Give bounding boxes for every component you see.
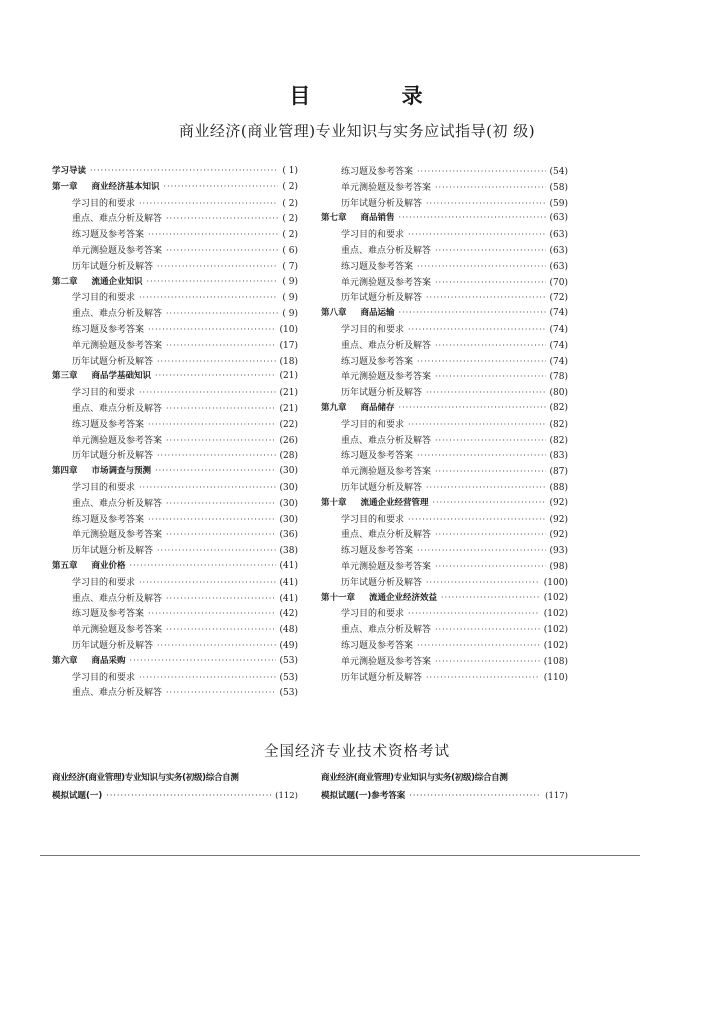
entry-title: 重点、难点分析及解答 — [72, 498, 163, 509]
dot-leader — [164, 182, 279, 191]
toc-chapter-entry[interactable] — [52, 654, 298, 670]
entry-title: 重点、难点分析及解答 — [341, 435, 432, 446]
toc-entry[interactable] — [52, 685, 298, 701]
toc-entry[interactable] — [321, 385, 568, 401]
entry-title: 学习目的和要求 — [72, 293, 136, 304]
entry-page: (22) — [279, 419, 298, 430]
toc-entry[interactable] — [52, 322, 298, 338]
dot-leader — [435, 341, 546, 350]
entry-title: 练习题及参考答案 — [341, 356, 414, 367]
toc-entry[interactable] — [52, 496, 298, 512]
toc-entry[interactable] — [52, 527, 298, 543]
toc-entry[interactable] — [321, 338, 568, 354]
entry-title: 历年试题分析及解答 — [72, 356, 154, 367]
toc-entry[interactable] — [321, 638, 568, 654]
toc-chapter-entry[interactable] — [52, 180, 298, 196]
entry-page: (98) — [549, 561, 568, 572]
dot-leader — [157, 262, 278, 271]
dot-leader — [166, 309, 278, 318]
entry-page: (63) — [549, 230, 568, 241]
entry-title: 学习目的和要求 — [341, 230, 405, 241]
entry-title: 单元测验题及参考答案 — [72, 435, 163, 446]
entry-title: 单元测验题及参考答案 — [341, 277, 432, 288]
chapter-label: 第十章 — [321, 497, 347, 508]
toc-chapter-entry[interactable] — [52, 275, 298, 291]
entry-title: 重点、难点分析及解答 — [341, 340, 432, 351]
entry-title: 学习目的和要求 — [72, 198, 136, 209]
dot-leader — [435, 436, 546, 445]
entry-page: (74) — [549, 340, 568, 351]
toc-entry[interactable] — [52, 670, 298, 686]
entry-page: ( 6) — [282, 245, 298, 256]
dot-leader — [435, 657, 540, 666]
dot-leader — [90, 166, 278, 175]
entry-page: (87) — [549, 467, 568, 478]
entry-title-line2: 模拟试题(一) — [52, 791, 103, 801]
toc-entry[interactable] — [321, 243, 568, 259]
toc-right-column — [321, 164, 568, 685]
entry-page: (53) — [279, 688, 298, 699]
entry-page: (70) — [549, 277, 568, 288]
entry-title: 单元测验题及参考答案 — [72, 340, 163, 351]
toc-entry[interactable] — [321, 290, 568, 306]
entry-page: (82) — [549, 419, 568, 430]
toc-entry[interactable] — [321, 180, 568, 196]
toc-entry[interactable] — [321, 417, 568, 433]
toc-entry[interactable] — [52, 164, 298, 180]
entry-page: (53) — [279, 655, 298, 666]
toc-entry[interactable] — [52, 401, 298, 417]
toc-entry[interactable] — [321, 480, 568, 496]
toc-entry[interactable] — [321, 322, 568, 338]
toc-entry[interactable] — [321, 448, 568, 464]
toc-entry[interactable] — [321, 527, 568, 543]
toc-chapter-entry[interactable] — [321, 211, 568, 227]
entry-page: (41) — [279, 593, 298, 604]
chapter-label: 第八章 — [321, 308, 347, 319]
entry-title: 商业经济基本知识 — [91, 181, 160, 192]
toc-entry[interactable] — [52, 448, 298, 464]
entry-page: (83) — [549, 451, 568, 462]
dot-leader — [417, 451, 546, 460]
toc-entry[interactable] — [321, 464, 568, 480]
entry-page: (63) — [549, 213, 568, 224]
dot-leader — [157, 451, 276, 460]
entry-page: (72) — [549, 293, 568, 304]
toc-entry[interactable] — [321, 606, 568, 622]
dot-leader — [426, 673, 540, 682]
dot-leader — [426, 388, 546, 397]
entry-title: 单元测验题及参考答案 — [72, 625, 163, 636]
toc-entry[interactable] — [52, 354, 298, 370]
entry-page: (102) — [543, 609, 568, 620]
entry-title: 重点、难点分析及解答 — [72, 593, 163, 604]
entry-page: (41) — [279, 577, 298, 588]
entry-title: 重点、难点分析及解答 — [72, 688, 163, 699]
entry-page: (18) — [279, 356, 298, 367]
entry-title: 重点、难点分析及解答 — [72, 309, 163, 320]
entry-page: (49) — [279, 640, 298, 651]
chapter-label: 第二章 — [52, 276, 78, 287]
entry-title: 重点、难点分析及解答 — [72, 403, 163, 414]
toc-entry[interactable] — [52, 512, 298, 528]
entry-page: (88) — [549, 482, 568, 493]
entry-title: 学习目的和要求 — [72, 482, 136, 493]
dot-leader — [147, 277, 279, 286]
entry-title: 流通企业经营管理 — [360, 497, 429, 508]
entry-page: (36) — [279, 530, 298, 541]
entry-title: 历年试题分析及解答 — [72, 261, 154, 272]
toc-entry[interactable] — [321, 670, 568, 686]
toc-entry[interactable] — [321, 575, 568, 591]
dot-leader — [435, 625, 540, 634]
toc-entry[interactable] — [52, 575, 298, 591]
entry-page: (54) — [549, 167, 568, 177]
entry-title: 单元测验题及参考答案 — [72, 530, 163, 541]
entry-title: 单元测验题及参考答案 — [341, 372, 432, 383]
toc-entry-mock-test-answers[interactable] — [321, 770, 568, 805]
entry-page: (93) — [549, 546, 568, 557]
entry-page: (74) — [549, 356, 568, 367]
toc-entry[interactable] — [52, 385, 298, 401]
page-title: 目 录 — [289, 84, 465, 108]
entry-page: (59) — [549, 198, 568, 209]
toc-entry[interactable] — [52, 606, 298, 622]
entry-title: 练习题及参考答案 — [341, 640, 414, 651]
toc-entry[interactable] — [321, 164, 568, 180]
dot-leader — [435, 246, 546, 255]
entry-page: (21) — [279, 388, 298, 399]
chapter-label: 第七章 — [321, 213, 347, 224]
toc-chapter-entry[interactable] — [321, 306, 568, 322]
toc-chapter-entry[interactable] — [321, 496, 568, 512]
toc-entry[interactable] — [321, 512, 568, 528]
entry-page: ( 2) — [282, 181, 298, 192]
entry-title: 商品运输 — [360, 308, 395, 319]
entry-page: (53) — [279, 672, 298, 683]
dot-leader — [148, 609, 276, 618]
dot-leader — [408, 609, 540, 618]
toc-entry[interactable] — [52, 196, 298, 212]
entry-title: 学习导读 — [52, 166, 87, 176]
entry-title: 学习目的和要求 — [341, 419, 405, 430]
dot-leader — [408, 420, 546, 429]
entry-title: 历年试题分析及解答 — [341, 388, 423, 399]
entry-title: 练习题及参考答案 — [341, 451, 414, 462]
toc-entry[interactable] — [321, 654, 568, 670]
entry-page: (41) — [279, 560, 298, 571]
dot-leader — [157, 546, 276, 555]
dot-leader — [155, 466, 275, 475]
entry-title: 历年试题分析及解答 — [72, 546, 154, 557]
entry-page: (42) — [279, 609, 298, 620]
entry-title: 历年试题分析及解答 — [341, 198, 423, 209]
entry-title: 单元测验题及参考答案 — [341, 467, 432, 478]
dot-leader — [435, 278, 546, 287]
toc-entry[interactable] — [52, 211, 298, 227]
chapter-label: 第十一章 — [321, 592, 356, 603]
toc-entry[interactable] — [321, 369, 568, 385]
entry-title: 历年试题分析及解答 — [341, 482, 423, 493]
entry-title: 商品学基础知识 — [91, 371, 152, 382]
chapter-label: 第六章 — [52, 655, 78, 666]
entry-page: (74) — [549, 324, 568, 335]
toc-entry[interactable] — [321, 543, 568, 559]
entry-page: (100) — [543, 577, 568, 588]
toc-entry[interactable] — [52, 338, 298, 354]
entry-title: 学习目的和要求 — [341, 514, 405, 525]
dot-leader — [166, 594, 276, 603]
entry-page: ( 9) — [282, 309, 298, 320]
entry-title: 重点、难点分析及解答 — [341, 625, 432, 636]
entry-page: (78) — [549, 372, 568, 383]
entry-title: 练习题及参考答案 — [72, 230, 145, 241]
chapter-label: 第四章 — [52, 466, 78, 477]
dot-leader — [155, 371, 275, 380]
toc-entry[interactable] — [52, 290, 298, 306]
dot-leader — [435, 530, 546, 539]
entry-page: ( 1) — [282, 166, 298, 176]
entry-page: (17) — [279, 340, 298, 351]
entry-title: 历年试题分析及解答 — [72, 640, 154, 651]
entry-page: ( 7) — [282, 261, 298, 272]
toc-entry[interactable] — [52, 638, 298, 654]
toc-entry[interactable] — [52, 306, 298, 322]
entry-title: 学习目的和要求 — [72, 672, 136, 683]
entry-page: (102) — [543, 592, 568, 603]
dot-leader — [139, 388, 276, 397]
entry-page: (58) — [549, 182, 568, 193]
entry-title: 单元测验题及参考答案 — [341, 182, 432, 193]
entry-title: 市场调查与预测 — [91, 466, 152, 477]
dot-leader — [166, 341, 276, 350]
toc-chapter-entry[interactable] — [321, 401, 568, 417]
dot-leader — [148, 325, 276, 334]
entry-title: 重点、难点分析及解答 — [341, 245, 432, 256]
entry-title-line1: 商业经济(商业管理)专业知识与实务(初级)综合自测 — [52, 773, 239, 783]
entry-title: 重点、难点分析及解答 — [341, 530, 432, 541]
toc-entry[interactable] — [321, 227, 568, 243]
dot-leader — [139, 483, 276, 492]
entry-page: (30) — [279, 498, 298, 509]
entry-page: (102) — [543, 625, 568, 636]
dot-leader — [166, 246, 278, 255]
entry-page: (102) — [543, 640, 568, 651]
entry-title: 商品销售 — [360, 213, 395, 224]
entry-title: 商品采购 — [91, 655, 126, 666]
toc-entry[interactable] — [52, 433, 298, 449]
dot-leader — [433, 498, 546, 507]
dot-leader — [435, 183, 546, 192]
dot-leader — [399, 308, 546, 317]
dot-leader — [148, 420, 276, 429]
entry-title: 单元测验题及参考答案 — [341, 656, 432, 667]
toc-chapter-entry[interactable] — [52, 464, 298, 480]
toc-chapter-entry[interactable] — [52, 559, 298, 575]
toc-chapter-entry[interactable] — [52, 369, 298, 385]
section-heading: 全国经济专业技术资格考试 — [264, 744, 450, 760]
dot-leader — [417, 546, 546, 555]
dot-leader — [166, 530, 276, 539]
dot-leader — [408, 230, 546, 239]
entry-page: (80) — [549, 388, 568, 399]
bottom-rule — [40, 855, 640, 856]
toc-entry[interactable] — [52, 259, 298, 275]
entry-title: 历年试题分析及解答 — [341, 293, 423, 304]
entry-title: 单元测验题及参考答案 — [72, 245, 163, 256]
dot-leader — [435, 372, 546, 381]
dot-leader — [409, 787, 541, 804]
toc-entry[interactable] — [52, 591, 298, 607]
dot-leader — [139, 293, 278, 302]
entry-title: 学习目的和要求 — [72, 577, 136, 588]
dot-leader — [139, 199, 278, 208]
entry-title: 历年试题分析及解答 — [72, 451, 154, 462]
dot-leader — [148, 515, 276, 524]
entry-page: (30) — [279, 482, 298, 493]
entry-title-line1: 商业经济(商业管理)专业知识与实务(初级)综合自测 — [321, 773, 508, 783]
toc-entry[interactable] — [321, 196, 568, 212]
entry-page: (30) — [279, 514, 298, 525]
dot-leader — [166, 436, 276, 445]
entry-page: (63) — [549, 245, 568, 256]
dot-leader — [435, 562, 546, 571]
entry-title: 练习题及参考答案 — [72, 609, 145, 620]
dot-leader — [408, 325, 546, 334]
dot-leader — [130, 561, 276, 570]
entry-page: (30) — [279, 466, 298, 477]
entry-page: (21) — [279, 371, 298, 382]
dot-leader — [166, 625, 276, 634]
entry-title: 学习目的和要求 — [72, 388, 136, 399]
dot-leader — [417, 167, 546, 176]
toc-entry[interactable] — [52, 417, 298, 433]
entry-title: 练习题及参考答案 — [72, 514, 145, 525]
entry-title: 商品储存 — [360, 402, 395, 413]
entry-page: (92) — [549, 514, 568, 525]
entry-page: (63) — [549, 261, 568, 272]
entry-title: 练习题及参考答案 — [72, 324, 145, 335]
chapter-label: 第三章 — [52, 371, 78, 382]
toc-entry[interactable] — [321, 259, 568, 275]
entry-title: 学习目的和要求 — [341, 324, 405, 335]
entry-page: ( 2) — [282, 230, 298, 241]
entry-page: ( 9) — [282, 293, 298, 304]
dot-leader — [148, 230, 278, 239]
entry-page: (82) — [549, 435, 568, 446]
toc-left-column — [52, 164, 298, 701]
dot-leader — [139, 673, 276, 682]
entry-title: 历年试题分析及解答 — [341, 577, 423, 588]
dot-leader — [139, 578, 276, 587]
chapter-label: 第九章 — [321, 402, 347, 413]
entry-title: 流通企业知识 — [91, 276, 143, 287]
dot-leader — [106, 787, 271, 804]
entry-page: (110) — [543, 672, 568, 683]
dot-leader — [441, 593, 540, 602]
toc-entry[interactable] — [52, 622, 298, 638]
entry-title: 学习目的和要求 — [341, 609, 405, 620]
entry-title: 历年试题分析及解答 — [341, 672, 423, 683]
dot-leader — [417, 262, 546, 271]
entry-page: (112) — [275, 791, 298, 801]
dot-leader — [157, 641, 276, 650]
entry-page: (108) — [543, 656, 568, 667]
toc-entry[interactable] — [52, 227, 298, 243]
entry-title: 单元测验题及参考答案 — [341, 561, 432, 572]
page-subtitle: 商业经济(商业管理)专业知识与实务应试指导(初 级) — [178, 122, 536, 140]
entry-page: (26) — [279, 435, 298, 446]
dot-leader — [157, 357, 276, 366]
dot-leader — [399, 213, 546, 222]
dot-leader — [417, 641, 540, 650]
dot-leader — [166, 214, 278, 223]
dot-leader — [426, 578, 540, 587]
entry-title: 商业价格 — [91, 560, 126, 571]
entry-page: (92) — [549, 530, 568, 541]
entry-page: ( 2) — [282, 214, 298, 225]
entry-page: ( 9) — [282, 276, 298, 287]
toc-entry[interactable] — [321, 622, 568, 638]
entry-title: 练习题及参考答案 — [341, 261, 414, 272]
toc-entry[interactable] — [321, 433, 568, 449]
dot-leader — [166, 688, 276, 697]
entry-page: (38) — [279, 546, 298, 557]
entry-page: (74) — [549, 308, 568, 319]
entry-title: 练习题及参考答案 — [341, 546, 414, 557]
entry-title: 练习题及参考答案 — [341, 167, 414, 177]
toc-entry[interactable] — [52, 480, 298, 496]
toc-entry[interactable] — [321, 275, 568, 291]
chapter-label: 第五章 — [52, 560, 78, 571]
dot-leader — [408, 515, 546, 524]
entry-title: 重点、难点分析及解答 — [72, 214, 163, 225]
entry-page: (92) — [549, 497, 568, 508]
dot-leader — [426, 199, 546, 208]
dot-leader — [435, 467, 546, 476]
entry-page: (48) — [279, 625, 298, 636]
entry-page: (10) — [279, 324, 298, 335]
toc-entry[interactable] — [321, 559, 568, 575]
chapter-label: 第一章 — [52, 181, 78, 192]
entry-title: 练习题及参考答案 — [72, 419, 145, 430]
entry-title: 流通企业经济效益 — [369, 592, 438, 603]
entry-page: (21) — [279, 403, 298, 414]
toc-entry-mock-test[interactable] — [52, 770, 298, 805]
dot-leader — [166, 404, 276, 413]
entry-page: (117) — [545, 791, 568, 801]
toc-chapter-entry[interactable] — [321, 591, 568, 607]
dot-leader — [426, 293, 546, 302]
dot-leader — [166, 499, 276, 508]
entry-page: (28) — [279, 451, 298, 462]
dot-leader — [426, 483, 546, 492]
dot-leader — [130, 656, 276, 665]
entry-page: (82) — [549, 402, 568, 413]
entry-page: ( 2) — [282, 198, 298, 209]
entry-title-line2: 模拟试题(一)参考答案 — [321, 791, 406, 801]
dot-leader — [399, 403, 546, 412]
dot-leader — [417, 357, 546, 366]
toc-entry[interactable] — [52, 243, 298, 259]
toc-entry[interactable] — [321, 354, 568, 370]
toc-entry[interactable] — [52, 543, 298, 559]
